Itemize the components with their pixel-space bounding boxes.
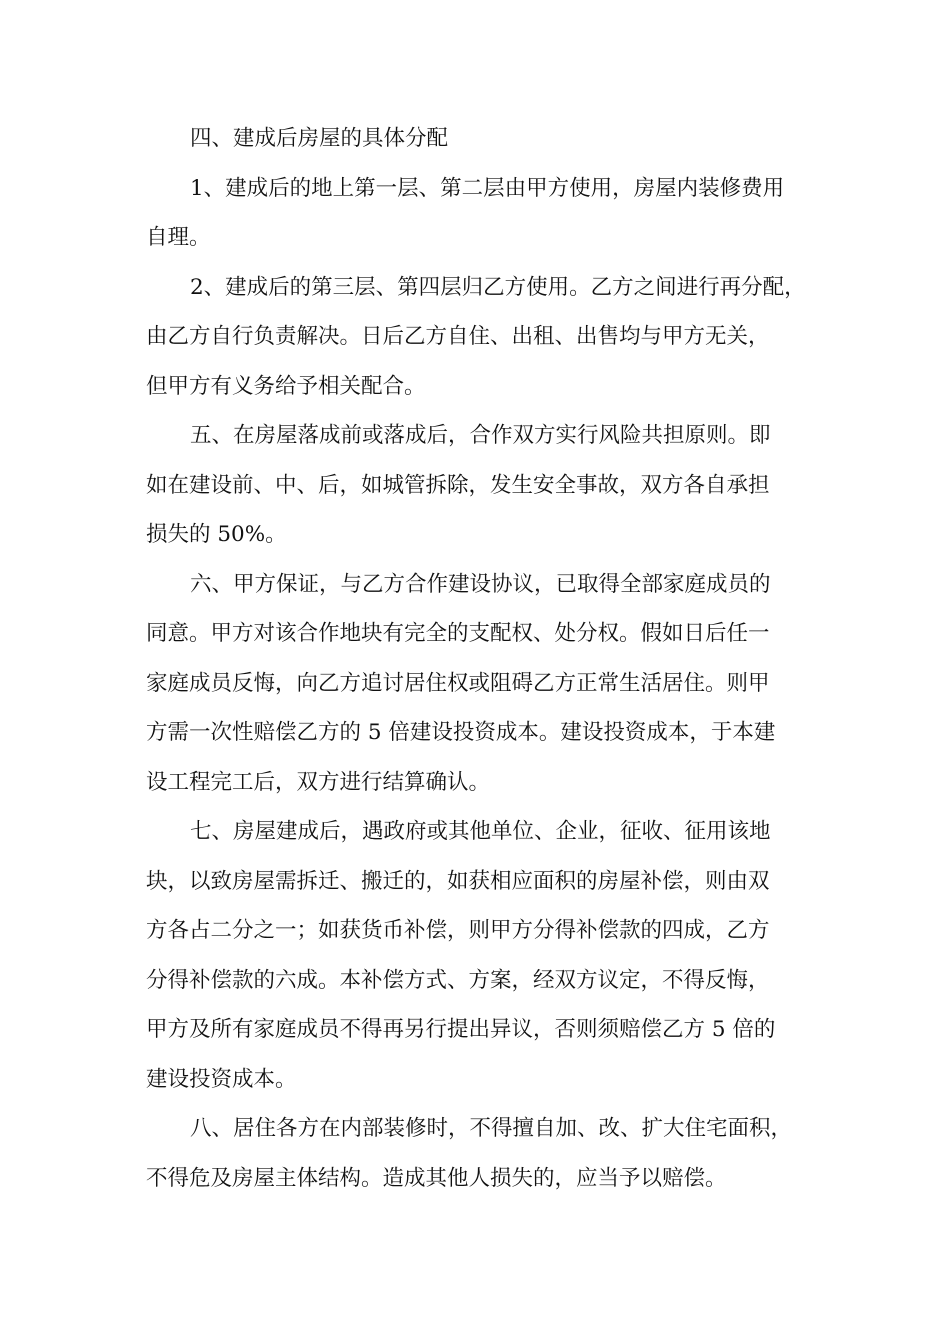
section-4-heading	[146, 114, 836, 164]
clause-4-1	[146, 164, 836, 263]
text-line: 建设投资成本。	[146, 1066, 297, 1092]
text-line: 但甲方有义务给予相关配合。	[146, 373, 426, 399]
text-line: 八、居住各方在内部装修时，不得擅自加、改、扩大住宅面积，	[190, 1116, 793, 1141]
section-5	[146, 411, 836, 560]
text-line: 方需一次性赔偿乙方的 5 倍建设投资成本。建设投资成本，于本建	[146, 720, 776, 745]
text-line: 家庭成员反悔，向乙方追讨居住权或阻碍乙方正常生活居住。则甲	[146, 670, 770, 696]
text-line: 四、建成后房屋的具体分配	[190, 126, 449, 151]
text-line: 由乙方自行负责解决。日后乙方自住、出租、出售均与甲方无关，	[146, 324, 770, 349]
text-line: 方各占二分之一；如获货币补偿，则甲方分得补偿款的四成，乙方	[146, 918, 770, 943]
text-line: 1、建成后的地上第一层、第二层由甲方使用，房屋内装修费用	[190, 175, 785, 201]
text-line: 六、甲方保证，与乙方合作建设协议，已取得全部家庭成员的	[190, 571, 771, 597]
section-6	[146, 560, 836, 808]
text-line: 五、在房屋落成前或落成后，合作双方实行风险共担原则。即	[190, 423, 771, 448]
text-line: 2、建成后的第三层、第四层归乙方使用。乙方之间进行再分配，	[190, 274, 806, 300]
text-line: 甲方及所有家庭成员不得再另行提出异议，否则须赔偿乙方 5 倍的	[146, 1017, 776, 1042]
section-8	[146, 1104, 836, 1203]
text-line: 如在建设前、中、后，如城管拆除，发生安全事故，双方各自承担	[146, 472, 770, 498]
text-line: 同意。甲方对该合作地块有完全的支配权、处分权。假如日后任一	[146, 621, 770, 646]
text-line: 不得危及房屋主体结构。造成其他人损失的，应当予以赔偿。	[146, 1165, 727, 1191]
text-line: 设工程完工后，双方进行结算确认。	[146, 769, 491, 795]
text-line: 七、房屋建成后，遇政府或其他单位、企业，征收、征用该地	[190, 819, 771, 844]
document-body	[146, 114, 836, 1203]
text-line: 自理。	[146, 225, 211, 250]
text-line: 分得补偿款的六成。本补偿方式、方案，经双方议定，不得反悔，	[146, 967, 770, 993]
text-line: 损失的 50%。	[146, 522, 287, 547]
section-7	[146, 807, 836, 1104]
clause-4-2	[146, 263, 836, 412]
text-line: 块，以致房屋需拆迁、搬迁的，如获相应面积的房屋补偿，则由双	[146, 868, 770, 894]
